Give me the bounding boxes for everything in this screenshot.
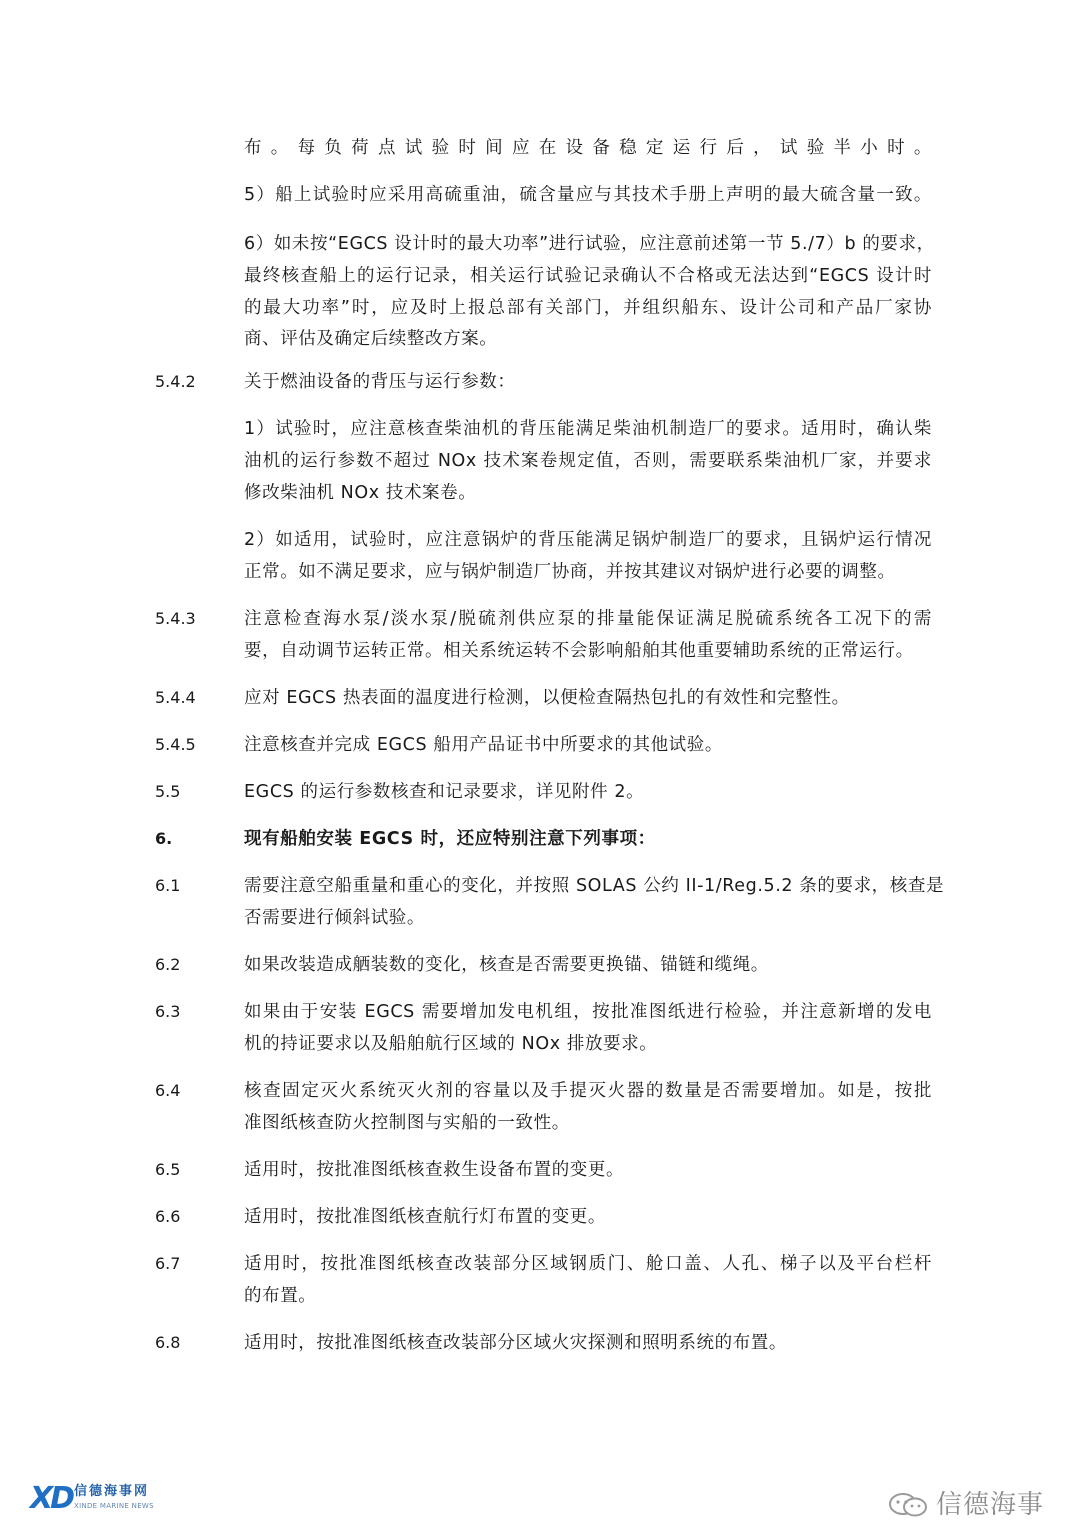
paragraph-line: 应对 EGCS 热表面的温度进行检测，以便检查隔热包扎的有效性和完整性。 (244, 688, 850, 708)
paragraph-line: EGCS 的运行参数核查和记录要求，详见附件 2。 (244, 782, 645, 802)
logo-mark: XD (30, 1481, 73, 1516)
paragraph-line: 5）船上试验时应采用高硫重油，硫含量应与其技术手册上声明的最大硫含量一致。 (244, 185, 932, 205)
paragraph-line: 要，自动调节运转正常。相关系统运转不会影响船舶其他重要辅助系统的正常运行。 (244, 641, 914, 661)
paragraph-line: 适用时，按批准图纸核查改装部分区域火灾探测和照明系统的布置。 (244, 1333, 787, 1353)
section-number: 5.4.3 (155, 609, 196, 628)
section-number: 6.2 (155, 955, 181, 974)
section-number: 5.5 (155, 782, 181, 801)
paragraph-line: 布。每负荷点试验时间应在设备稳定运行后，试验半小时。 (244, 138, 932, 158)
wechat-icon (888, 1492, 928, 1518)
section-number: 5.4.5 (155, 735, 196, 754)
paragraph-line: 的最大功率”时，应及时上报总部有关部门，并组织船东、设计公司和产品厂家协 (244, 298, 932, 318)
logo-english-name: XINDE MARINE NEWS (74, 1502, 154, 1510)
section-number: 6.4 (155, 1081, 181, 1100)
paragraph-line: 注意检查海水泵/淡水泵/脱硫剂供应泵的排量能保证满足脱硫系统各工况下的需 (244, 609, 932, 629)
paragraph-line: 如果由于安装 EGCS 需要增加发电机组，按批准图纸进行检验，并注意新增的发电 (244, 1002, 932, 1022)
paragraph-line: 适用时，按批准图纸核查航行灯布置的变更。 (244, 1207, 606, 1227)
section-heading: 关于燃油设备的背压与运行参数： (244, 372, 516, 392)
section-number: 6.7 (155, 1254, 181, 1273)
paragraph-line: 正常。如不满足要求，应与锅炉制造厂协商，并按其建议对锅炉进行必要的调整。 (244, 562, 896, 582)
logo-chinese-name: 信德海事网 (74, 1484, 150, 1499)
section-heading: 现有船舶安装 EGCS 时，还应特别注意下列事项： (244, 829, 656, 849)
paragraph-line: 最终核查船上的运行记录，相关运行试验记录确认不合格或无法达到“EGCS 设计时 (244, 266, 932, 286)
section-number: 6.5 (155, 1160, 181, 1179)
paragraph-line: 机的持证要求以及船舶航行区域的 NOx 排放要求。 (244, 1034, 658, 1054)
xinde-logo (30, 1482, 170, 1518)
paragraph-line: 2）如适用，试验时，应注意锅炉的背压能满足锅炉制造厂的要求，且锅炉运行情况 (244, 530, 932, 550)
paragraph-line: 如果改装造成舾装数的变化，核查是否需要更换锚、锚链和缆绳。 (244, 955, 769, 975)
paragraph-line: 适用时，按批准图纸核查救生设备布置的变更。 (244, 1160, 625, 1180)
section-number: 5.4.2 (155, 372, 196, 391)
paragraph-line: 核查固定灭火系统灭火剂的容量以及手提灭火器的数量是否需要增加。如是，按批 (244, 1081, 932, 1101)
paragraph-line: 准图纸核查防火控制图与实船的一致性。 (244, 1113, 570, 1133)
section-number: 6.1 (155, 876, 181, 895)
section-number: 6. (155, 829, 173, 848)
section-number: 6.3 (155, 1002, 181, 1021)
paragraph-line: 适用时，按批准图纸核查改装部分区域钢质门、舱口盖、人孔、梯子以及平台栏杆 (244, 1254, 932, 1274)
paragraph-line: 注意核查并完成 EGCS 船用产品证书中所要求的其他试验。 (244, 735, 723, 755)
paragraph-line: 6）如未按“EGCS 设计时的最大功率”进行试验，应注意前述第一节 5./7）b 的要求， (244, 234, 935, 254)
section-number: 6.6 (155, 1207, 181, 1226)
section-number: 5.4.4 (155, 688, 196, 707)
watermark-text: 信德海事 (936, 1490, 1045, 1520)
paragraph-line: 的布置。 (244, 1286, 317, 1306)
paragraph-line: 1）试验时，应注意核查柴油机的背压能满足柴油机制造厂的要求。适用时，确认柴 (244, 419, 932, 439)
paragraph-line: 修改柴油机 NOx 技术案卷。 (244, 483, 477, 503)
paragraph-line: 否需要进行倾斜试验。 (244, 908, 425, 928)
paragraph-line: 油机的运行参数不超过 NOx 技术案卷规定值，否则，需要联系柴油机厂家，并要求 (244, 451, 932, 471)
paragraph-line: 需要注意空船重量和重心的变化，并按照 SOLAS 公约 II-1/Reg.5.2 条的要求，核查是 (244, 876, 945, 896)
section-number: 6.8 (155, 1333, 181, 1352)
paragraph-line: 商、评估及确定后续整改方案。 (244, 329, 498, 349)
